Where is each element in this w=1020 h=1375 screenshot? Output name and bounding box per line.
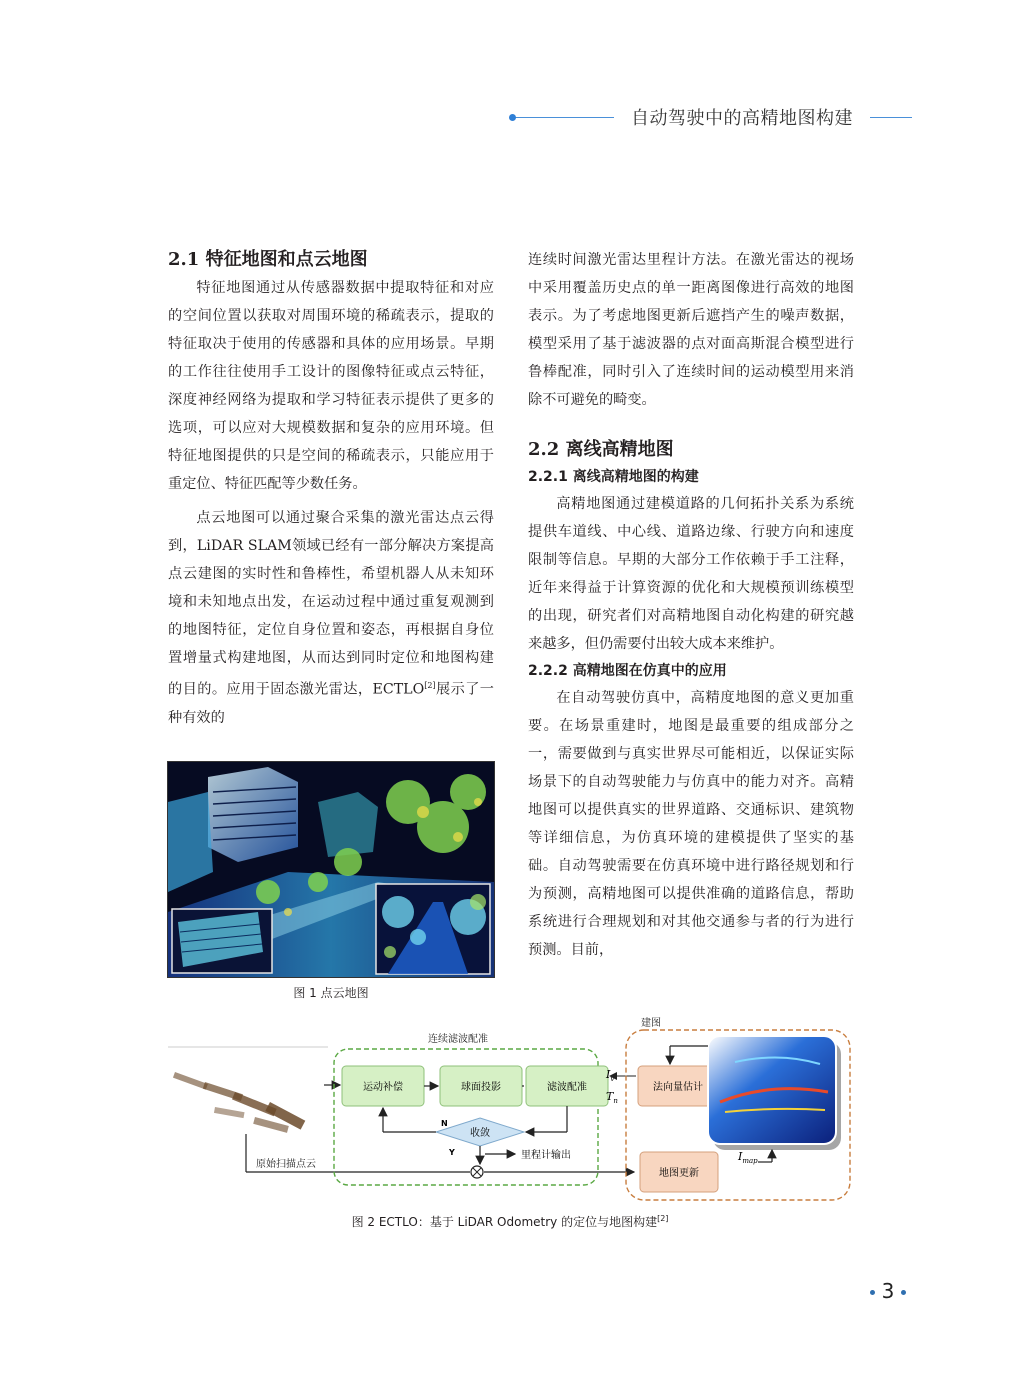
right-column bbox=[528, 246, 854, 964]
raw-scan-cloud-image bbox=[168, 1047, 328, 1133]
figure-2-caption-ref: [2] bbox=[657, 1214, 669, 1223]
paragraph-feature-map: 特征地图通过从传感器数据中提取特征和对应的空间位置以获取对周围环境的稀疏表示，提取的特征取决于使用的传感器和具体的应用场景。早期的工作往往使用手工设计的图像特征或点云特征，深度神经网络为提取和学习特征表示提供了更多的选项，可以应对大规模数据和复杂的应用环境。但特征地图提供的只是空间的稀疏表示，只能应用于重定位、特征匹配等少数任务。 bbox=[168, 280, 494, 492]
page-dot-left bbox=[870, 1290, 875, 1295]
figure-2-caption-text: 图 2 ECTLO：基于 LiDAR Odometry 的定位与地图构建 bbox=[351, 1215, 658, 1229]
filter-registration-label: 滤波配准 bbox=[547, 1082, 587, 1093]
motion-compensation-label: 运动补偿 bbox=[363, 1082, 403, 1093]
paragraph-ectlo-continued: 连续时间激光雷达里程计方法。在激光雷达的视场中采用覆盖历史点的单一距离图像进行高效的地图表示。为了考虑地图更新后遮挡产生的噪声数据，模型采用了基于滤波器的点对面高斯混合模型进行鲁棒配准，同时引入了连续时间的运动模型用来消除不可避免的畸变。 bbox=[528, 252, 854, 408]
page-dot-right bbox=[901, 1290, 906, 1295]
range-image-map-preview bbox=[708, 1036, 841, 1150]
left-column bbox=[168, 246, 494, 732]
running-header-title: 自动驾驶中的高精地图构建 bbox=[631, 108, 853, 129]
mapping-group-label: 建图 bbox=[641, 1018, 661, 1029]
paragraph-point-cloud-map-tail: 展示了一种有效的 bbox=[168, 681, 494, 726]
section-heading-2-1: 2.1 特征地图和点云地图 bbox=[168, 249, 368, 270]
figure-2-caption bbox=[160, 1213, 860, 1230]
paragraph-point-cloud-map-text: 点云地图可以通过聚合采集的激光雷达点云得到，LiDAR SLAM领域已经有一部分解决方案提高点云建图的实时性和鲁棒性，希望机器人从未知环境和未知地点出发，在运动过程中通过重复观测到的地图特征，定位自身位置和姿态，再根据自身位置增量式构建地图，从而达到同时定位和地图构建的目的。应用于固态激光雷达，ECTLO bbox=[168, 510, 494, 698]
imap-symbol: $I_{map}$ bbox=[738, 1150, 758, 1165]
sphere-projection-label: 球面投影 bbox=[461, 1082, 501, 1093]
convergence-label: 收敛 bbox=[470, 1128, 490, 1139]
yes-label: Y bbox=[449, 1148, 455, 1157]
no-label: N bbox=[441, 1119, 448, 1128]
odometry-output-label: 里程计输出 bbox=[521, 1150, 571, 1161]
header-rule-right bbox=[870, 117, 912, 118]
page-number-value: 3 bbox=[881, 1279, 895, 1303]
normal-estimation-label: 法向量估计 bbox=[653, 1082, 703, 1093]
filter-group-label: 连续滤波配准 bbox=[428, 1034, 488, 1045]
map-update-label: 地图更新 bbox=[659, 1168, 699, 1179]
figure-1-caption: 图 1 点云地图 bbox=[293, 986, 369, 1000]
raw-scan-label: 原始扫描点云 bbox=[256, 1159, 316, 1170]
paragraph-offline-hd-map: 高精地图通过建模道路的几何拓扑关系为系统提供车道线、中心线、道路边缘、行驶方向和速度限制等信息。早期的大部分工作依赖于手工注释，近年来得益于计算资源的优化和大规模预训练模型的出现，研究者们对高精地图自动化构建的研究越来越多，但仍需要付出较大成本来维护。 bbox=[528, 496, 854, 652]
header-rule-left bbox=[512, 117, 614, 118]
point-cloud-illustration bbox=[168, 762, 494, 977]
ectlo-pipeline-diagram bbox=[160, 1012, 860, 1212]
pipeline-svg bbox=[160, 1012, 860, 1212]
paragraph-hd-map-simulation: 在自动驾驶仿真中，高精度地图的意义更加重要。在场景重建时，地图是最重要的组成部分之一，需要做到与真实世界尽可能相近，以保证实际场景下的自动驾驶能力与仿真中的能力对齐。高精地图可以提供真实的世界道路、交通标识、建筑物等详细信息，为仿真环境的建模提供了坚实的基础。自动驾驶需要在仿真环境中进行路径规划和行为预测，高精地图可以提供准确的道路信息，帮助系统进行合理规划和对其他交通参与者的行为进行预测。目前， bbox=[528, 690, 854, 958]
point-cloud-image bbox=[167, 761, 495, 978]
subsection-heading-2-2-1: 2.2.1 离线高精地图的构建 bbox=[528, 469, 699, 485]
paragraph-point-cloud-map bbox=[168, 504, 494, 732]
page-number bbox=[858, 1279, 918, 1303]
tn-symbol: $T_n$ bbox=[606, 1090, 618, 1105]
header-dot bbox=[509, 114, 516, 121]
iv-symbol: $I_v$ bbox=[606, 1068, 615, 1083]
section-heading-2-2: 2.2 离线高精地图 bbox=[528, 439, 674, 460]
subsection-heading-2-2-2: 2.2.2 高精地图在仿真中的应用 bbox=[528, 663, 727, 679]
citation-ref: [2] bbox=[424, 681, 436, 690]
